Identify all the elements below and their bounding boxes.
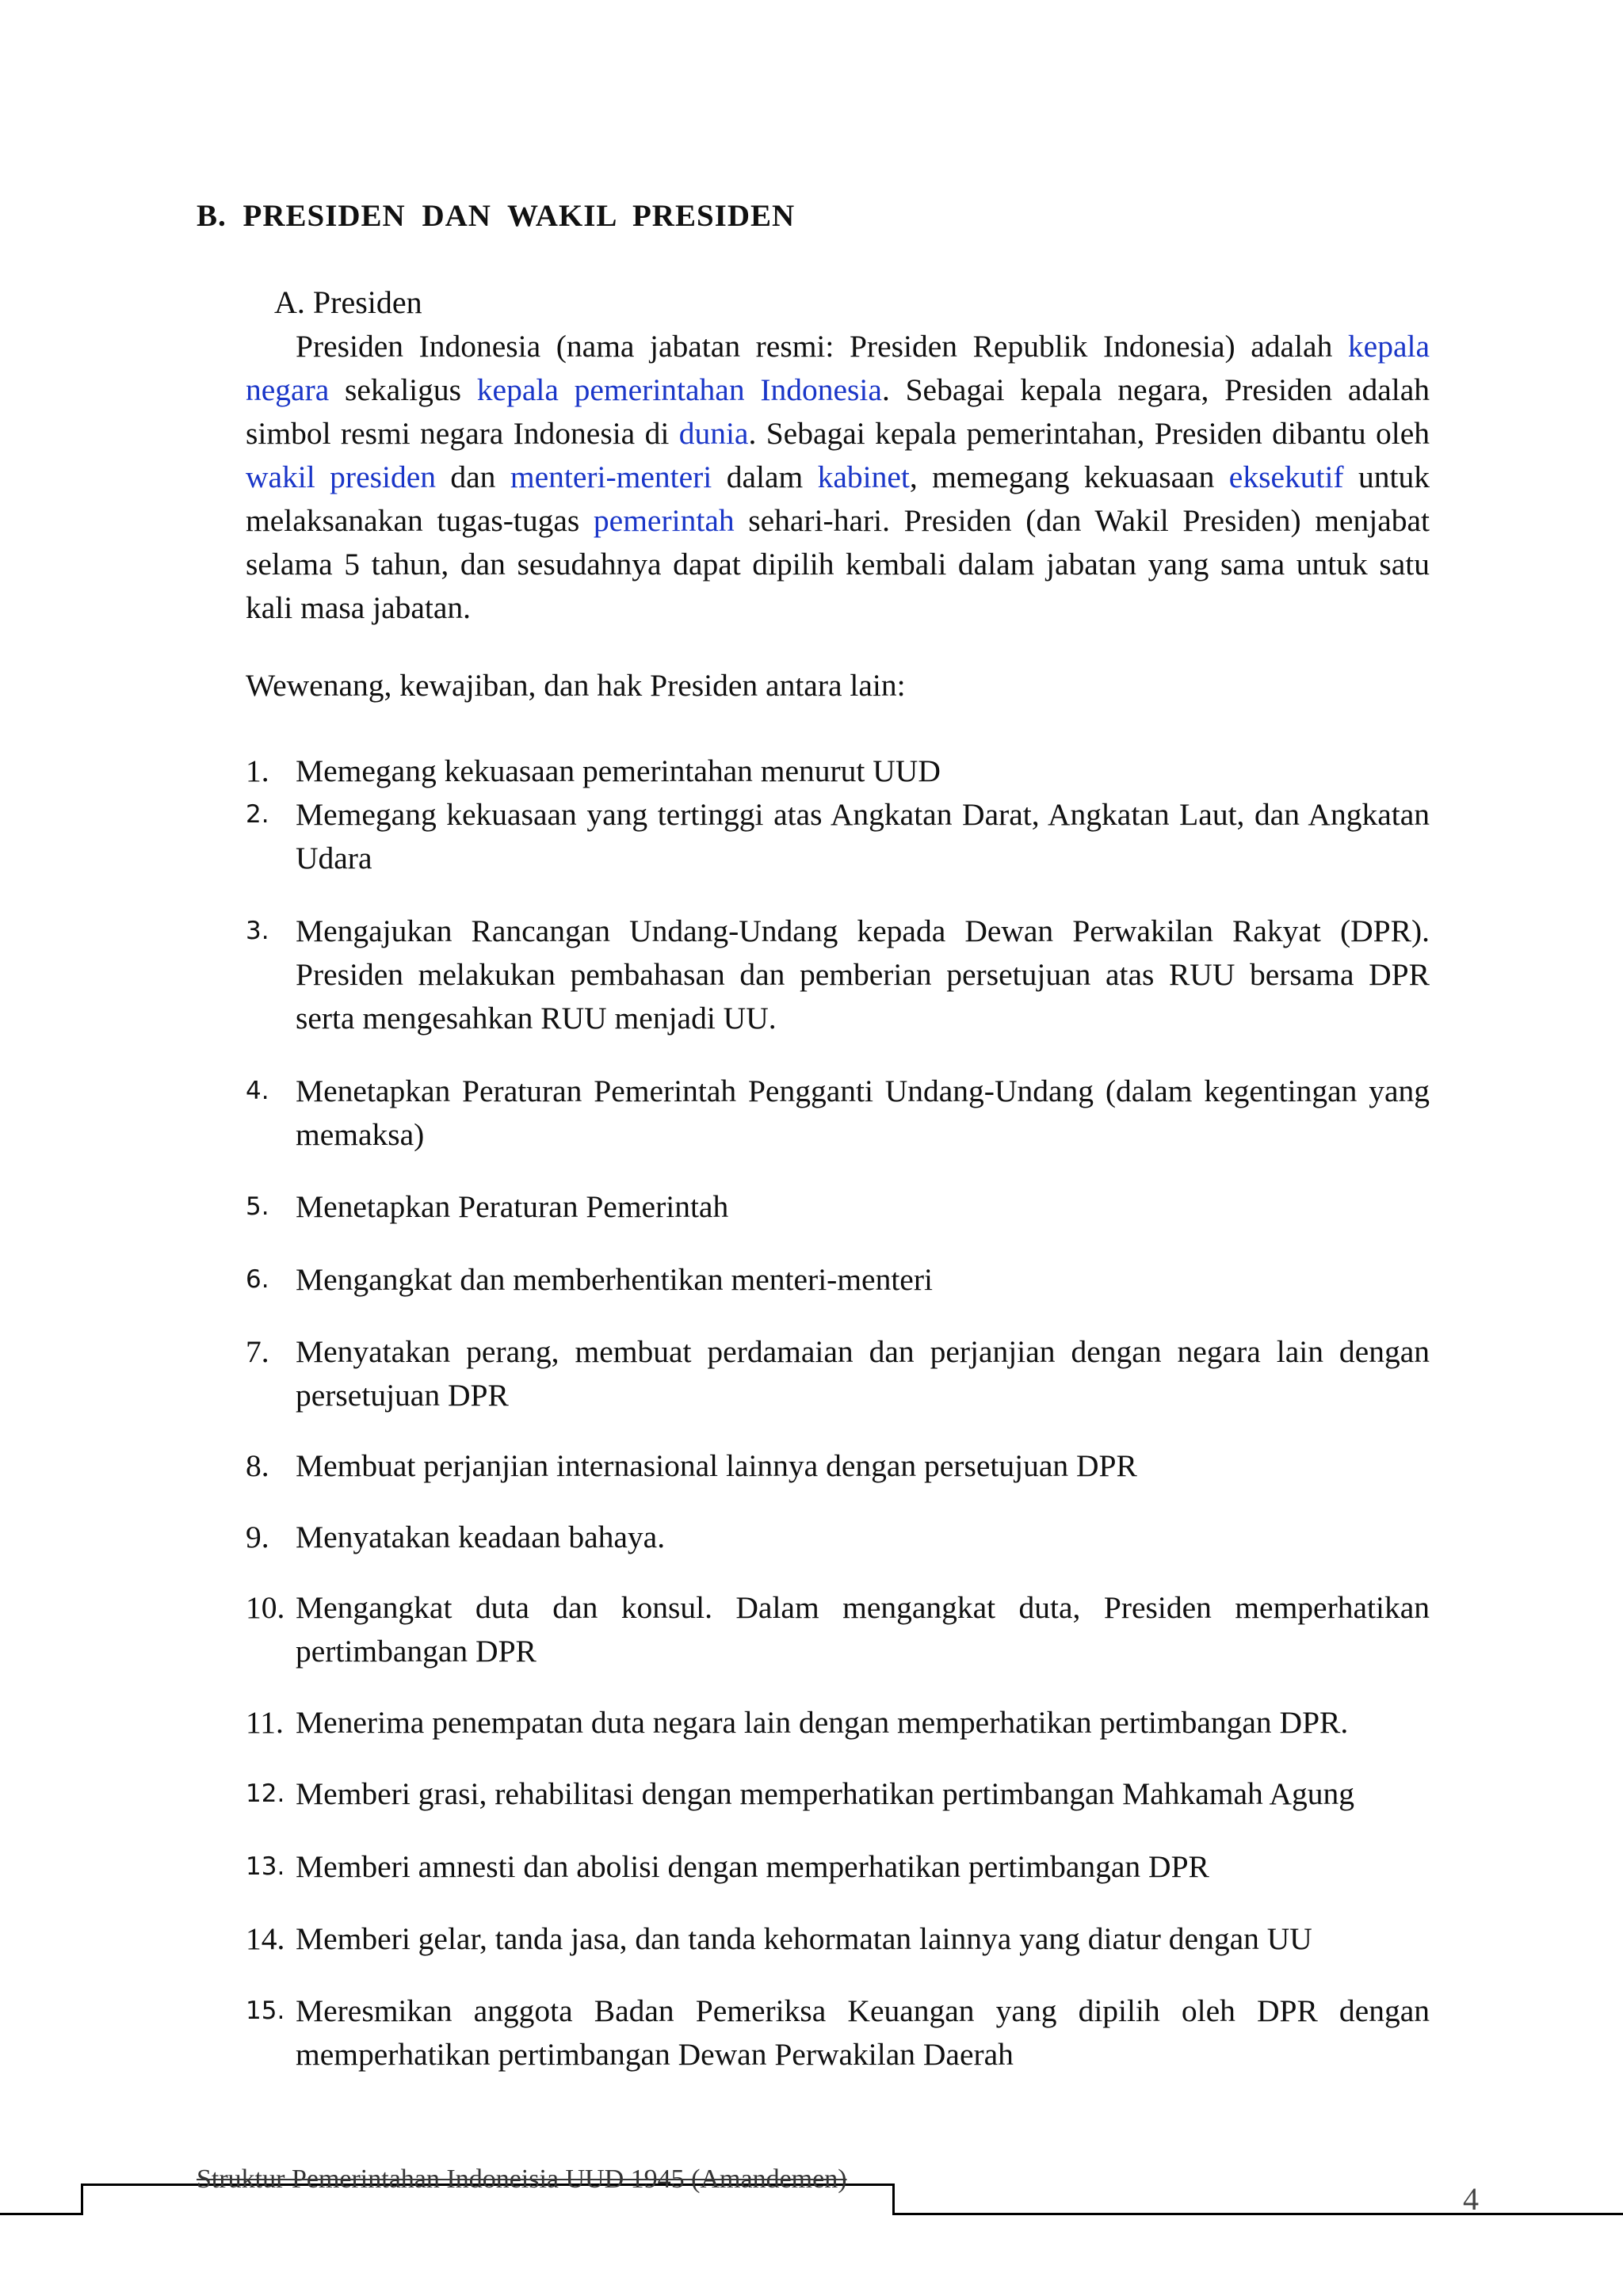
page-number: 4	[1463, 2181, 1479, 2217]
paragraph-text: dan	[435, 460, 510, 494]
list-item-text: Menetapkan Peraturan Pemerintah	[296, 1189, 729, 1224]
link-menteri[interactable]: menteri-menteri	[510, 460, 712, 494]
list-item	[246, 1258, 1430, 1302]
list-item	[246, 1330, 1430, 1417]
footer-rule-left-riser	[81, 2183, 83, 2215]
list-item	[246, 1444, 1430, 1488]
list-item-number: 4.	[246, 1077, 269, 1105]
list-item-number: 1.	[246, 753, 269, 788]
list-item-number: 12.	[246, 1779, 285, 1808]
list-item	[246, 1845, 1430, 1889]
list-item-text: Mengangkat dan memberhentikan menteri-menteri	[296, 1262, 933, 1297]
list-item-text: Mengangkat duta dan konsul. Dalam mengangkat duta, Presiden memperhatikan pertimbangan DPR	[296, 1590, 1430, 1669]
footer-title: Struktur Pemerintahan Indoneisia UUD 1945 (Amandemen)	[197, 2164, 847, 2194]
list-item	[246, 1917, 1430, 1961]
list-item-text: Memberi grasi, rehabilitasi dengan memperhatikan pertimbangan Mahkamah Agung	[296, 1776, 1355, 1811]
list-item-text: Menerima penempatan duta negara lain dengan memperhatikan pertimbangan DPR.	[296, 1705, 1349, 1740]
link-wakil-presiden[interactable]: wakil presiden	[246, 460, 436, 494]
paragraph-text: sekaligus	[329, 372, 477, 407]
list-item-number: 5.	[246, 1192, 269, 1221]
list-intro: Wewenang, kewajiban, dan hak Presiden antara lain:	[246, 668, 906, 703]
paragraph-text: dalam	[712, 460, 818, 494]
subsection-heading: A. Presiden	[274, 284, 422, 320]
list-item	[246, 1772, 1430, 1816]
paragraph-text: Presiden Indonesia (nama jabatan resmi: Presiden Republik Indonesia) adalah	[296, 329, 1348, 364]
list-item-number: 9.	[246, 1520, 269, 1554]
list-item	[246, 1701, 1430, 1745]
footer-rule-right-riser	[892, 2183, 895, 2215]
paragraph-text: sehari-hari. Presiden (dan Wakil Presiden) menjabat selama 5 tahun, dan sesudahnya dapat dipilih kembali dalam jabatan yang sama untuk satu kali masa jabatan.	[246, 503, 1430, 625]
list-item	[246, 1516, 1430, 1559]
link-kepala-negara[interactable]: kepala negara	[246, 329, 1430, 407]
paragraph-text: . Sebagai kepala negara, Presiden adalah simbol resmi negara Indonesia di	[246, 372, 1430, 451]
list-item-number: 15.	[246, 1997, 285, 2025]
list-item	[246, 1586, 1430, 1673]
list-item-text: Mengajukan Rancangan Undang-Undang kepada Dewan Perwakilan Rakyat (DPR). Presiden melakukan pembahasan dan pemberian persetujuan atas RUU bersama DPR serta mengesahkan RUU menjadi UU.	[296, 913, 1430, 1035]
list-item-number: 2.	[246, 800, 269, 829]
footer-rule-left	[0, 2213, 82, 2215]
link-kabinet[interactable]: kabinet	[817, 460, 910, 494]
link-dunia[interactable]: dunia	[678, 416, 749, 451]
link-eksekutif[interactable]: eksekutif	[1228, 460, 1344, 494]
list-item-text: Memberi amnesti dan abolisi dengan memperhatikan pertimbangan DPR	[296, 1849, 1209, 1884]
section-heading: B. PRESIDEN DAN WAKIL PRESIDEN	[197, 199, 796, 233]
list-item-number: 3.	[246, 917, 269, 945]
list-item-number: 14.	[246, 1921, 285, 1956]
list-item-text: Memegang kekuasaan pemerintahan menurut UUD	[296, 753, 941, 788]
list-item-number: 8.	[246, 1448, 269, 1483]
paragraph-text: untuk melaksanakan tugas-tugas	[246, 460, 1430, 538]
list-item-text: Menetapkan Peraturan Pemerintah Pengganti Undang-Undang (dalam kegentingan yang memaksa)	[296, 1074, 1430, 1152]
list-item-number: 6.	[246, 1265, 269, 1294]
list-item	[246, 910, 1430, 1040]
list-item-number: 11.	[246, 1705, 284, 1740]
list-item	[246, 1070, 1430, 1157]
list-item	[246, 1989, 1430, 2077]
list-item-text: Menyatakan perang, membuat perdamaian dan perjanjian dengan negara lain dengan persetujuan DPR	[296, 1334, 1430, 1413]
footer-rule-right	[892, 2213, 1623, 2215]
list-item-text: Meresmikan anggota Badan Pemeriksa Keuangan yang dipilih oleh DPR dengan memperhatikan pertimbangan Dewan Perwakilan Daerah	[296, 1993, 1430, 2072]
list-item-text: Menyatakan keadaan bahaya.	[296, 1520, 666, 1554]
list-item	[246, 749, 1430, 793]
paragraph-text: , memegang kekuasaan	[909, 460, 1229, 494]
list-item-number: 10.	[246, 1590, 285, 1625]
link-kepala-pemerintahan[interactable]: kepala pemerintahan Indonesia	[476, 372, 882, 407]
list-item-text: Memegang kekuasaan yang tertinggi atas Angkatan Darat, Angkatan Laut, dan Angkatan Udara	[296, 797, 1430, 875]
list-item-text: Memberi gelar, tanda jasa, dan tanda kehormatan lainnya yang diatur dengan UU	[296, 1921, 1312, 1956]
list-item-text: Membuat perjanjian internasional lainnya dengan persetujuan DPR	[296, 1448, 1137, 1483]
list-item	[246, 1185, 1430, 1229]
list-item-number: 7.	[246, 1334, 269, 1369]
list-item	[246, 793, 1430, 880]
list-item-number: 13.	[246, 1852, 285, 1881]
intro-paragraph	[246, 325, 1430, 630]
paragraph-text: . Sebagai kepala pemerintahan, Presiden dibantu oleh	[748, 416, 1430, 451]
link-pemerintah[interactable]: pemerintah	[593, 503, 735, 538]
